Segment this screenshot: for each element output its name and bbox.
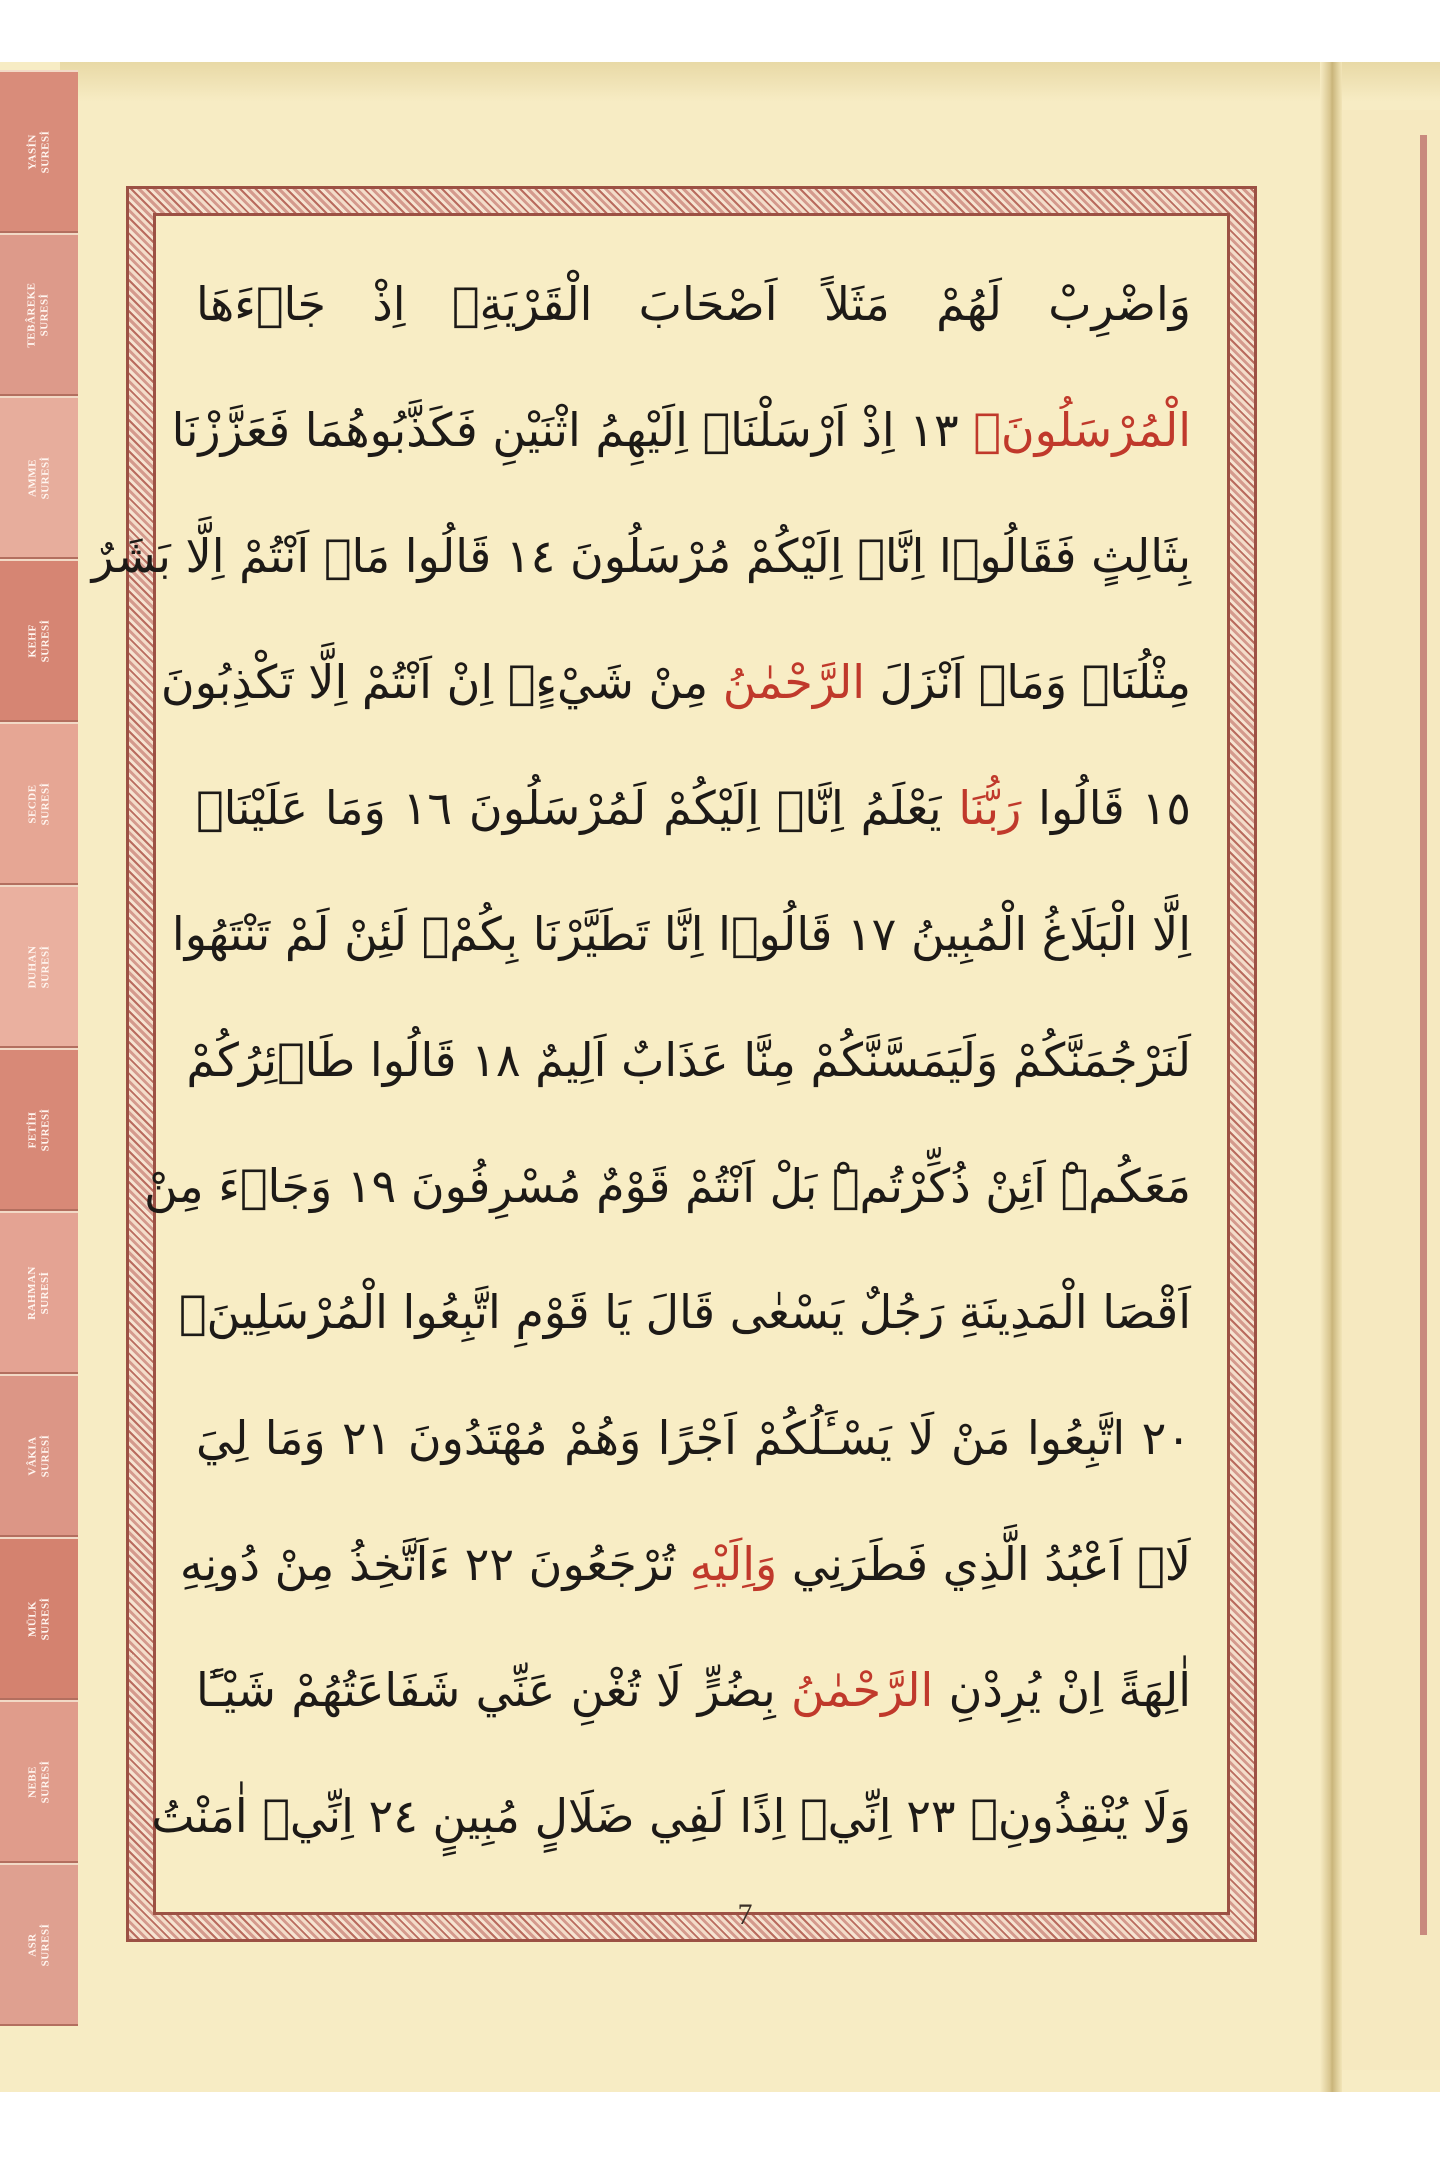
text-line: [178, 1256, 1191, 1368]
divine-name-segment: رَبُّنَا: [958, 781, 1022, 835]
text-line: [196, 752, 1191, 864]
page-shadow: [60, 62, 1440, 102]
surah-tab[interactable]: [0, 1374, 78, 1537]
text-panel: [91, 213, 1230, 1915]
text-segment: لَاۤ اَعْبُدُ الَّذِي فَطَرَنِي: [777, 1537, 1191, 1591]
surah-tab[interactable]: [0, 885, 78, 1048]
text-segment: ١٥ قَالُوا: [1021, 781, 1192, 835]
text-line: [171, 374, 1191, 486]
surah-tab[interactable]: [0, 722, 78, 885]
text-line: [171, 878, 1191, 990]
divine-name-segment: وَاِلَيْهِ: [689, 1537, 778, 1591]
text-segment: اٰلِهَةً اِنْ يُرِدْنِ: [933, 1663, 1191, 1717]
surah-tab-label: ASR SURESİ: [26, 1923, 51, 1966]
text-segment: ١٣ اِذْ اَرْسَلْنَاۤ اِلَيْهِمُ اثْنَيْنِ فَكَذَّبُوهُمَا فَعَزَّزْنَا: [171, 403, 974, 457]
text-segment: يَعْلَمُ اِنَّاۤ اِلَيْكُمْ لَمُرْسَلُونَ ١٦ وَمَا عَلَيْنَاۤ: [196, 781, 959, 835]
surah-tab[interactable]: [0, 1700, 78, 1863]
surah-tab-label: RAHMAN SURESİ: [26, 1265, 51, 1320]
text-segment: اِلَّا الْبَلَاغُ الْمُبِينُ ١٧ قَالُوۤا اِنَّا تَطَيَّرْنَا بِكُمْۚ لَئِنْ لَمْ تَنْتَهُوا: [171, 907, 1191, 961]
text-segment: وَاضْرِبْ لَهُمْ مَثَلاً اَصْحَابَ الْقَرْيَةِۢ اِذْ جَاۤءَهَا: [196, 277, 1191, 331]
text-segment: تُرْجَعُونَ ٢٢ ءَاَتَّخِذُ مِنْ دُونِهِ: [179, 1537, 690, 1591]
text-line: [196, 248, 1191, 360]
surah-tab[interactable]: [0, 396, 78, 559]
surah-tab[interactable]: [0, 1211, 78, 1374]
surah-tab[interactable]: [0, 1048, 78, 1211]
surah-tab-label: FETİH SURESİ: [26, 1108, 51, 1151]
text-line: [91, 500, 1191, 612]
divine-name-segment: الرَّحْمٰنُ: [722, 655, 866, 709]
surah-tab[interactable]: [0, 1537, 78, 1700]
text-line: [196, 1634, 1191, 1746]
text-segment: مِنْ شَيْءٍۙ اِنْ اَنْتُمْ اِلَّا تَكْذِبُونَ: [160, 655, 723, 709]
divine-name-segment: الرَّحْمٰنُ: [791, 1663, 934, 1717]
text-segment: وَلَا يُنْقِذُونِۚ ٢٣ اِنِّيۤ اِذًا لَفِي ضَلَالٍ مُبِينٍ ٢٤ اِنِّيۤ اٰمَنْتُ: [151, 1789, 1191, 1843]
surah-index-tabs: [0, 70, 86, 2030]
text-segment: بِضُرٍّ لَا تُغْنِ عَنِّي شَفَاعَتُهُمْ شَيْـًٔا: [196, 1663, 792, 1717]
text-line: [179, 1508, 1191, 1620]
next-page-frame: [1420, 135, 1440, 1935]
text-segment: ٢٠ اتَّبِعُوا مَنْ لَا يَسْـَٔلُكُمْ اَجْرًا وَهُمْ مُهْتَدُونَ ٢١ وَمَا لِيَ: [196, 1411, 1191, 1465]
surah-tab-label: SECDE SURESİ: [26, 782, 51, 825]
text-segment: مَعَكُمْۜ اَئِنْ ذُكِّرْتُمْۜ بَلْ اَنْتُمْ قَوْمٌ مُسْرِفُونَ ١٩ وَجَاۤءَ مِنْ: [144, 1159, 1191, 1213]
surah-tab-label: VÂKIA SURESİ: [26, 1434, 51, 1477]
surah-tab-label: DUHAN SURESİ: [26, 945, 51, 988]
text-segment: لَنَرْجُمَنَّكُمْ وَلَيَمَسَّنَّكُمْ مِنَّا عَذَابٌ اَلِيمٌ ١٨ قَالُوا طَاۤئِرُكُمْ: [186, 1033, 1191, 1087]
surah-tab-label: AMME SURESİ: [26, 456, 51, 499]
text-line: [151, 1760, 1191, 1872]
surah-tab[interactable]: [0, 559, 78, 722]
divine-name-segment: الْمُرْسَلُونَۚ: [973, 403, 1191, 457]
page-number: 7: [737, 1898, 753, 1931]
text-segment: بِثَالِثٍ فَقَالُوۤا اِنَّاۤ اِلَيْكُمْ مُرْسَلُونَ ١٤ قَالُوا مَاۤ اَنْتُمْ اِلَّا بَشَرٌ: [91, 529, 1191, 583]
surah-tab-label: YASİN SURESİ: [26, 130, 51, 173]
surah-tab-label: NEBE SURESİ: [26, 1760, 51, 1803]
ornamental-border: [91, 186, 1257, 1942]
surah-tab[interactable]: [0, 233, 78, 396]
surah-tab-label: TEBÂREKE SURESİ: [25, 281, 51, 348]
text-line: [144, 1130, 1191, 1242]
text-line: [186, 1004, 1191, 1116]
quran-text: [91, 248, 1192, 1872]
text-segment: اَقْصَا الْمَدِينَةِ رَجُلٌ يَسْعٰى قَالَ يَا قَوْمِ اتَّبِعُوا الْمُرْسَلِينَۙ: [178, 1285, 1191, 1339]
surah-tab[interactable]: [0, 70, 78, 233]
book-gutter: [1320, 62, 1342, 2092]
text-segment: مِثْلُنَاۙ وَمَاۤ اَنْزَلَ: [865, 655, 1191, 709]
surah-tab-label: MÜLK SURESİ: [26, 1597, 51, 1640]
text-line: [196, 1382, 1191, 1494]
surah-tab-label: KEHF SURESİ: [26, 619, 51, 662]
text-line: [160, 626, 1191, 738]
surah-tab[interactable]: [0, 1863, 78, 2026]
